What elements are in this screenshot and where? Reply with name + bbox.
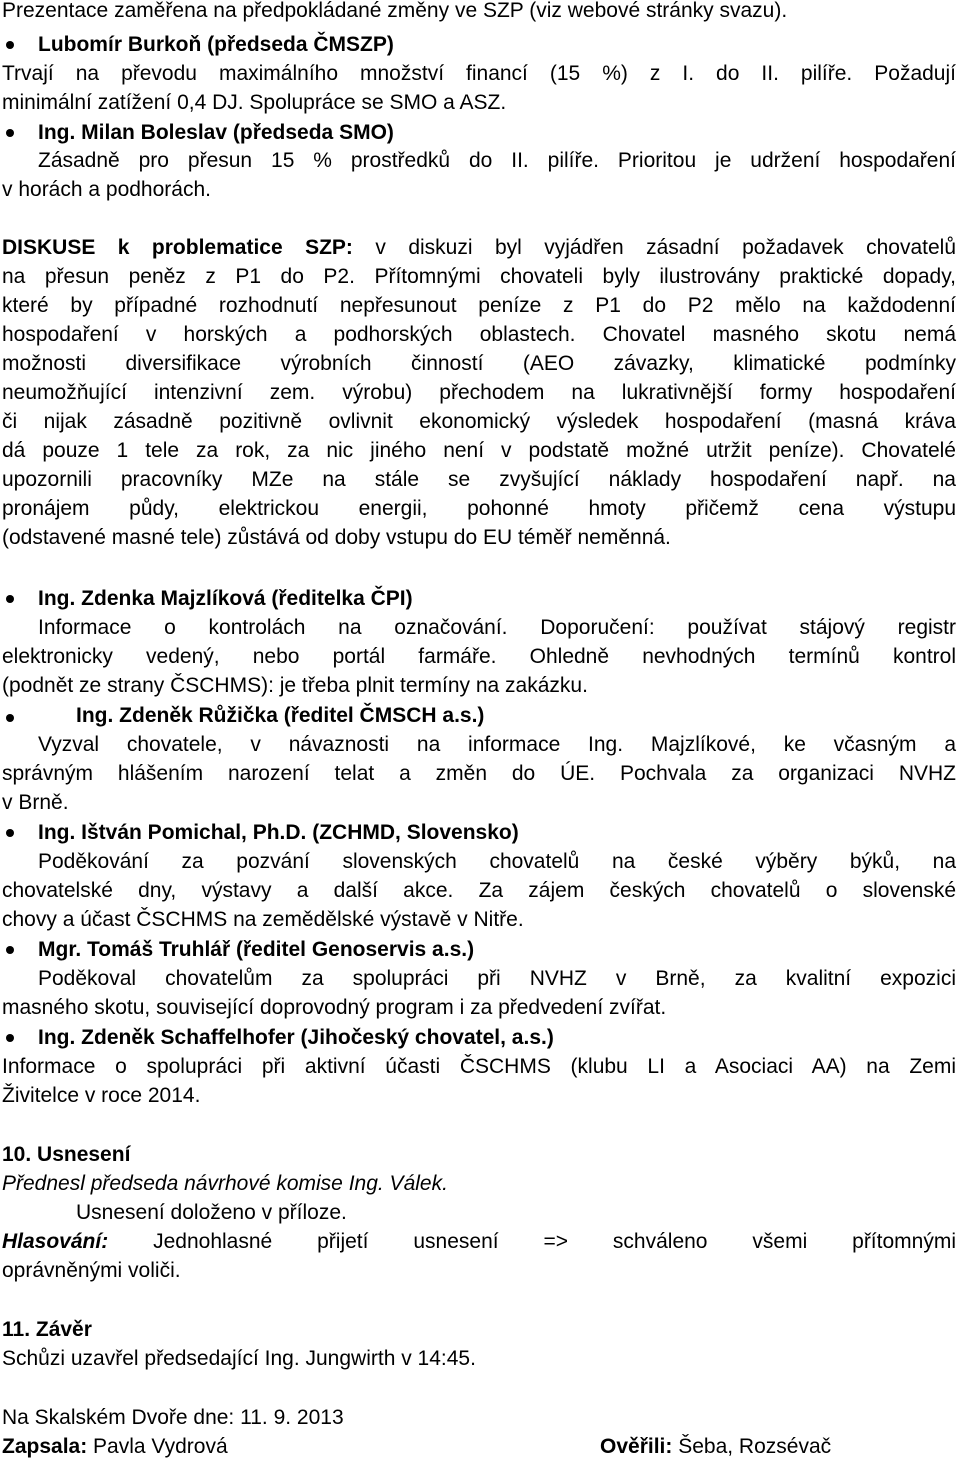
paragraph-line: upozornili pracovníky MZe na stále se zvyšující náklady hospodaření např. na xyxy=(2,468,956,491)
paragraph-line: oprávněnými voliči. xyxy=(2,1259,181,1282)
bullet-icon xyxy=(6,595,14,603)
signature-line xyxy=(2,1432,956,1462)
bullet-icon xyxy=(6,714,14,722)
section-heading: 11. Závěr xyxy=(2,1318,92,1341)
paragraph-line: minimální zatížení 0,4 DJ. Spolupráce se SMO a ASZ. xyxy=(2,91,507,114)
paragraph-line: v horách a podhorách. xyxy=(2,178,211,201)
paragraph-line: chovy a účast ČSCHMS na zemědělské výstavě v Nitře. xyxy=(2,908,524,931)
speaker-heading: Ing. Zdenka Majzlíková (ředitelka ČPI) xyxy=(38,587,413,610)
paragraph-line: v Brně. xyxy=(2,791,69,814)
discussion-text: v diskuzi byl vyjádřen zásadní požadavek chovatelů xyxy=(352,236,956,259)
paragraph-line: dá pouze 1 tele za rok, za nic jiného není v podstatě možné utržit peníze). Chovatelé xyxy=(2,439,956,462)
paragraph-line: Usnesení doloženo v příloze. xyxy=(76,1201,347,1224)
speaker-heading: Mgr. Tomáš Truhlář (ředitel Genoservis a.s.) xyxy=(38,938,475,961)
verifiers-names: Šeba, Rozsévač xyxy=(672,1435,832,1458)
paragraph-line: možnosti diversifikace výrobních činností (AEO závazky, klimatické podmínky xyxy=(2,352,956,375)
speaker-heading: Ing. Zdeněk Schaffelhofer (Jihočeský chovatel, a.s.) xyxy=(38,1026,554,1049)
paragraph-line: správným hlášením narození telat a změn do ÚE. Pochvala za organizaci NVHZ xyxy=(2,762,956,785)
bullet-icon xyxy=(6,829,14,837)
paragraph-line xyxy=(2,233,956,263)
paragraph-line: Informace o kontrolách na označování. Doporučení: používat stájový registr xyxy=(38,616,956,639)
paragraph-line: Vyzval chovatele, v návaznosti na informace Ing. Majzlíkové, ke včasným a xyxy=(38,733,956,756)
paragraph-line: Informace o spolupráci při aktivní účasti ČSCHMS (klubu LI a Asociaci AA) na Zemi xyxy=(2,1055,956,1078)
voting-text: Jednohlasné přijetí usnesení => schváleno všemi přítomnými xyxy=(108,1230,956,1253)
speaker-heading: Ing. Milan Boleslav (předseda SMO) xyxy=(38,121,394,144)
paragraph-line: masného skotu, související doprovodný program i za předvedení zvířat. xyxy=(2,996,667,1019)
paragraph-line: na přesun peněz z P1 do P2. Přítomnými chovateli byly ilustrovány praktické dopady, xyxy=(2,265,956,288)
paragraph-line: či nijak zásadně pozitivně ovlivnit ekonomický výsledek hospodaření (masná kráva xyxy=(2,410,956,433)
speaker-heading: Lubomír Burkoň (předseda ČMSZP) xyxy=(38,33,394,56)
paragraph-line: chovatelské dny, výstavy a další akce. Za zájem českých chovatelů o slovenské xyxy=(2,879,956,902)
paragraph-line: Schůzi uzavřel předsedající Ing. Jungwirth v 14:45. xyxy=(2,1347,476,1370)
bullet-icon xyxy=(6,946,14,954)
paragraph-line: neumožňující intenzivní zem. výrobu) přechodem na lukrativnější formy hospodaření xyxy=(2,381,956,404)
paragraph-line: (podnět ze strany ČSCHMS): je třeba plnit termíny na zakázku. xyxy=(2,674,588,697)
paragraph-line: které by případné rozhodnutí nepřesunout peníze z P1 do P2 mělo na každodenní xyxy=(2,294,956,317)
speaker-heading: Ing. Ištván Pomichal, Ph.D. (ZCHMD, Slovensko) xyxy=(38,821,519,844)
verifiers-label: Ověřili: xyxy=(600,1435,673,1458)
discussion-label: DISKUSE k problematice SZP: xyxy=(2,236,353,259)
section-heading: 10. Usnesení xyxy=(2,1143,131,1166)
paragraph-line: Prezentace zaměřena na předpokládané změny ve SZP (viz webové stránky svazu). xyxy=(2,0,788,22)
paragraph-line: hospodaření v horských a podhorských oblastech. Chovatel masného skotu nemá xyxy=(2,323,956,346)
paragraph-line: Živitelce v roce 2014. xyxy=(2,1084,201,1107)
paragraph-line: Přednesl předseda návrhové komise Ing. Válek. xyxy=(2,1172,448,1195)
paragraph-line: elektronicky vedený, nebo portál farmáře. Ohledně nevhodných termínů kontrol xyxy=(2,645,956,668)
paragraph-line: Zásadně pro přesun 15 % prostředků do II. pilíře. Prioritou je udržení hospodaření xyxy=(38,149,956,172)
recorder-name: Pavla Vydrová xyxy=(87,1435,228,1458)
paragraph-line: pronájem půdy, elektrickou energii, pohonné hmoty přičemž cena výstupu xyxy=(2,497,956,520)
speaker-heading: Ing. Zdeněk Růžička (ředitel ČMSCH a.s.) xyxy=(76,704,485,727)
voting-label: Hlasování: xyxy=(2,1230,109,1253)
recorder-label: Zapsala: xyxy=(2,1435,88,1458)
paragraph-line: (odstavené masné tele) zůstává od doby vstupu do EU téměř neměnná. xyxy=(2,526,671,549)
paragraph-line: Poděkoval chovatelům za spolupráci při NVHZ v Brně, za kvalitní expozici xyxy=(38,967,956,990)
bullet-icon xyxy=(6,129,14,137)
paragraph-line: Trvají na převodu maximálního množství financí (15 %) z I. do II. pilíře. Požadují xyxy=(2,62,956,85)
bullet-icon xyxy=(6,41,14,49)
verifiers xyxy=(600,1432,831,1462)
paragraph-line: Poděkování za pozvání slovenských chovatelů na české výběry býků, na xyxy=(38,850,956,873)
bullet-icon xyxy=(6,1034,14,1042)
place-date: Na Skalském Dvoře dne: 11. 9. 2013 xyxy=(2,1406,344,1429)
paragraph-line xyxy=(2,1227,956,1257)
